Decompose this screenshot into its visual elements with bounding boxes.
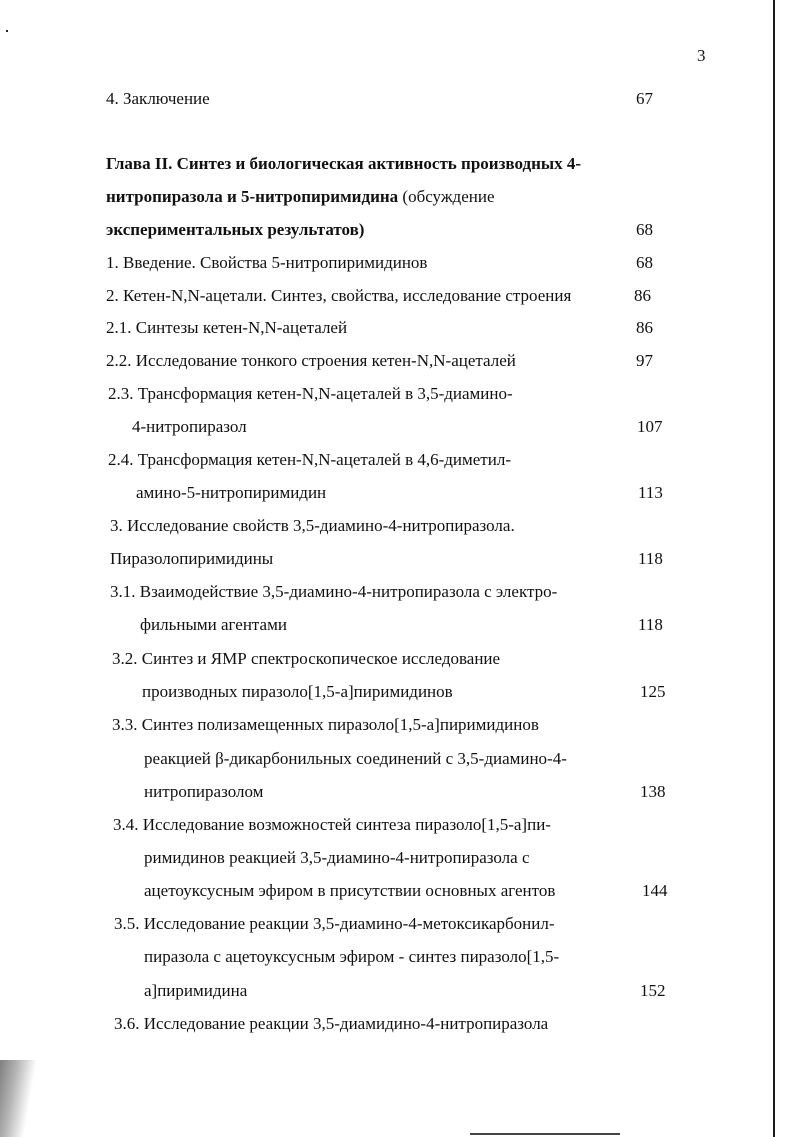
toc-entry-continuation: римидинов реакцией 3,5-диамино-4-нитропиразола с xyxy=(144,848,530,867)
scan-artifact xyxy=(6,30,8,32)
toc-page-number: 86 xyxy=(636,318,653,337)
toc-entry: 3.5. Исследование реакции 3,5-диамино-4-метоксикарбонил- xyxy=(114,914,555,933)
toc-entry-conclusion: 4. Заключение xyxy=(106,89,210,108)
toc-entry: 1. Введение. Свойства 5-нитропиримидинов xyxy=(106,253,428,272)
toc-entry-continuation: 4-нитропиразол xyxy=(132,417,247,436)
toc-entry-continuation: производных пиразоло[1,5-a]пиримидинов xyxy=(142,682,453,701)
toc-entry-continuation: пиразола с ацетоуксусным эфиром - синтез пиразоло[1,5- xyxy=(144,947,560,966)
toc-page-number: 152 xyxy=(640,981,666,1000)
toc-entry: 2.2. Исследование тонкого строения кетен-N,N-ацеталей xyxy=(106,351,516,370)
chapter-title: Глава II. Синтез и биологическая активность производных 4- xyxy=(106,154,582,173)
toc-page-number: 144 xyxy=(642,881,668,900)
toc-entry-continuation: нитропиразолом xyxy=(144,782,264,801)
toc-page-number: 107 xyxy=(637,417,663,436)
toc-entry-continuation: a]пиримидина xyxy=(144,981,248,1000)
toc-entry: 3.1. Взаимодействие 3,5-диамино-4-нитропиразола с электро- xyxy=(110,582,558,601)
toc-entry-continuation: реакцией β-дикарбонильных соединений с 3,5-диамино-4- xyxy=(144,749,567,768)
toc-page-number: 86 xyxy=(634,286,651,305)
toc-page-number: 113 xyxy=(638,483,663,502)
scan-smudge xyxy=(0,1060,36,1137)
chapter-title-line-2 xyxy=(106,186,495,208)
toc-entry: 2. Кетен-N,N-ацетали. Синтез, свойства, исследование строения xyxy=(106,286,572,305)
page-edge xyxy=(773,0,775,1137)
toc-entry: 3.4. Исследование возможностей синтеза пиразоло[1,5-a]пи- xyxy=(113,815,551,834)
page-number: 3 xyxy=(697,46,706,65)
toc-entry: 3. Исследование свойств 3,5-диамино-4-нитропиразола. xyxy=(110,516,515,535)
toc-page-number: 67 xyxy=(636,89,653,108)
toc-page-number: 118 xyxy=(638,615,663,634)
chapter-title-normal: (обсуждение xyxy=(398,187,495,206)
toc-entry-continuation: фильными агентами xyxy=(140,615,287,634)
toc-page-number: 68 xyxy=(636,253,653,272)
chapter-title-line-3: экспериментальных результатов) xyxy=(106,220,365,239)
toc-entry: 2.3. Трансформация кетен-N,N-ацеталей в 3,5-диамино- xyxy=(108,384,513,403)
toc-entry-continuation: амино-5-нитропиримидин xyxy=(136,483,327,502)
chapter-title-bold: нитропиразола и 5-нитропиримидина xyxy=(106,187,399,206)
toc-page-number: 118 xyxy=(638,549,663,568)
toc-page-number: 97 xyxy=(636,351,653,370)
toc-entry: 2.4. Трансформация кетен-N,N-ацеталей в 4,6-диметил- xyxy=(108,450,511,469)
toc-page-number: 125 xyxy=(640,682,666,701)
toc-entry: 3.2. Синтез и ЯМР спектроскопическое исследование xyxy=(112,649,501,668)
toc-entry-continuation: ацетоуксусным эфиром в присутствии основных агентов xyxy=(144,881,556,900)
scan-artifact-line xyxy=(470,1133,620,1135)
toc-page-number: 138 xyxy=(640,782,666,801)
toc-entry: 3.6. Исследование реакции 3,5-диамидино-4-нитропиразола xyxy=(114,1014,549,1033)
toc-page-number: 68 xyxy=(636,220,653,239)
toc-entry: 3.3. Синтез полизамещенных пиразоло[1,5-a]пиримидинов xyxy=(112,715,539,734)
toc-entry: 2.1. Синтезы кетен-N,N-ацеталей xyxy=(106,318,348,337)
toc-entry-continuation: Пиразолопиримидины xyxy=(110,549,274,568)
